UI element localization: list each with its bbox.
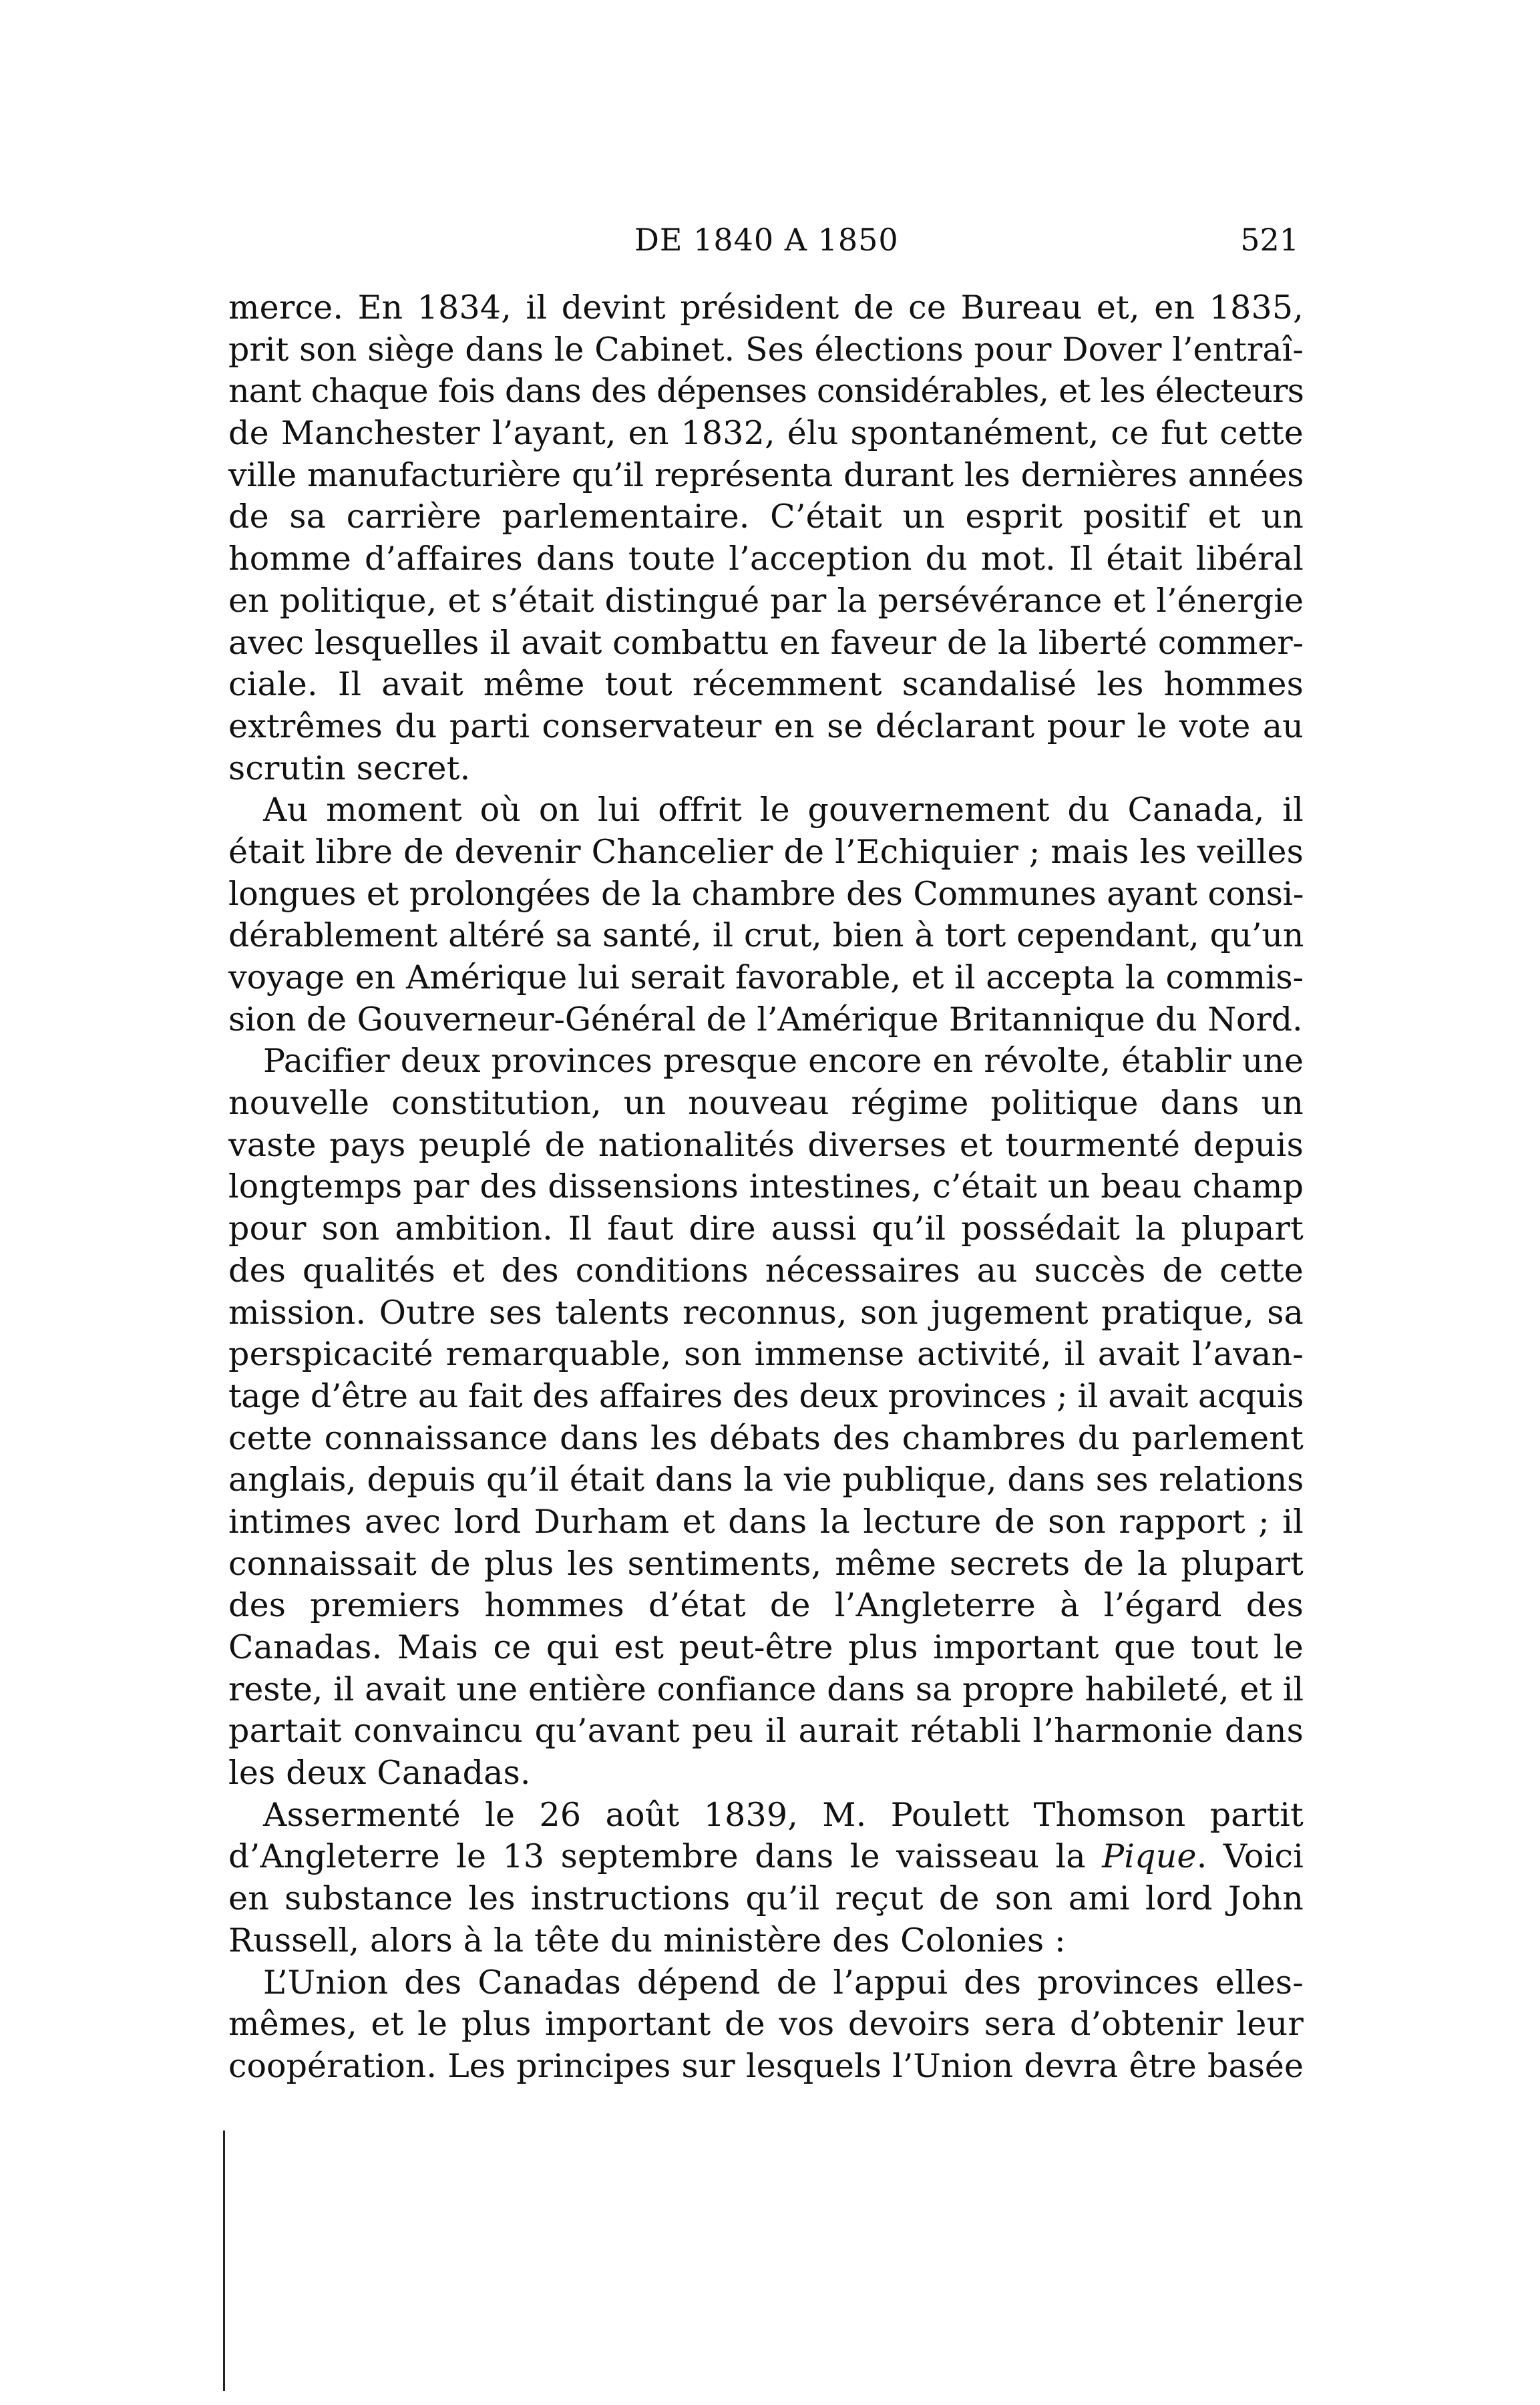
text-line: cette connaissance dans les débats des chambres du parlement [228,1419,1304,1457]
text-line: longtemps par des dissensions intestines, c’était un beau champ [228,1167,1304,1206]
margin-rule [223,2131,225,2391]
text-line: vaste pays peuplé de nationalités diverses et tourmenté depuis [228,1125,1304,1164]
text-line: mission. Outre ses talents reconnus, son jugement pratique, sa [228,1293,1304,1332]
text-line: prit son siège dans le Cabinet. Ses élections pour Dover l’entraî- [228,330,1304,369]
text-line: connaissait de plus les sentiments, même secrets de la plupart [228,1544,1304,1583]
text-line: Canadas. Mais ce qui est peut-être plus important que tout le [228,1628,1304,1666]
text-line: ciale. Il avait même tout récemment scandalisé les hommes [228,665,1304,704]
text-line: L’Union des Canadas dépend de l’appui des provinces elles- [263,1963,1304,2002]
text-line: de Manchester l’ayant, en 1832, élu spontanément, ce fut cette [228,414,1304,453]
text-line: nant chaque fois dans des dépenses considérables, et les électeurs [228,372,1304,411]
text-line: tage d’être au fait des affaires des deux provinces ; il avait acquis [228,1376,1304,1415]
text-line: avec lesquelles il avait combattu en faveur de la liberté commer- [228,623,1304,662]
body-text [228,287,1304,2088]
text-line: sion de Gouverneur-Général de l’Amérique Britannique du Nord. [228,1000,1303,1039]
text-line: homme d’affaires dans toute l’acception du mot. Il était libéral [228,540,1304,578]
text-line: Au moment où on lui offrit le gouvernement du Canada, il [263,791,1304,829]
text-line: voyage en Amérique lui serait favorable, et il accepta la commis- [228,958,1304,996]
text-line: les deux Canadas. [228,1754,531,1793]
text-line: extrêmes du parti conservateur en se déclarant pour le vote au [228,707,1304,745]
text-line: ville manufacturière qu’il représenta durant les dernières années [228,455,1304,494]
text-line: de sa carrière parlementaire. C’était un esprit positif et un [228,498,1304,536]
text-line: pour son ambition. Il faut dire aussi qu’il possédait la plupart [228,1210,1304,1248]
text-line: des premiers hommes d’état de l’Angleterre à l’égard des [228,1586,1304,1625]
running-title: DE 1840 A 1850 [634,222,899,258]
text-line: dérablement altéré sa santé, il crut, bien à tort cependant, qu’un [228,916,1304,955]
text-line: Assermenté le 26 août 1839, M. Poulett Thomson partit [263,1795,1304,1834]
page-header [237,222,1299,275]
text-line: partait convaincu qu’avant peu il aurait rétabli l’harmonie dans [228,1712,1304,1750]
ship-name: Pique [1102,1837,1197,1876]
text-line: reste, il avait une entière confiance dans sa propre habileté, et il [228,1670,1304,1708]
text-line: en substance les instructions qu’il reçut de son ami lord John [228,1879,1304,1918]
text-line: anglais, depuis qu’il était dans la vie publique, dans ses relations [228,1461,1304,1499]
text-line: coopération. Les principes sur lesquels l’Union devra être basée [228,2046,1304,2085]
text-line: était libre de devenir Chancelier de l’Echiquier ; mais les veilles [228,832,1304,871]
text-line: longues et prolongées de la chambre des Communes ayant consi- [228,874,1304,913]
text-line: Russell, alors à la tête du ministère des Colonies : [228,1921,1066,1960]
text-line: des qualités et des conditions nécessaires au succès de cette [228,1251,1304,1290]
text-line: scrutin secret. [228,749,471,787]
text-line: nouvelle constitution, un nouveau régime politique dans un [228,1084,1304,1123]
text-line: intimes avec lord Durham et dans la lecture de son rapport ; il [228,1502,1304,1541]
text-line: mêmes, et le plus important de vos devoirs sera d’obtenir leur [228,2005,1304,2044]
text-line: merce. En 1834, il devint président de ce Bureau et, en 1835, [228,289,1304,327]
text-line: en politique, et s’était distingué par la persévérance et l’énergie [228,581,1304,620]
text-line: perspicacité remarquable, son immense activité, il avait l’avan- [228,1335,1304,1374]
text-line: Pacifier deux provinces presque encore en révolte, établir une [263,1042,1304,1081]
page-number: 521 [1240,222,1299,258]
text-line: d’Angleterre le 13 septembre dans le vaisseau la Pique. Voici [228,1837,1304,1876]
